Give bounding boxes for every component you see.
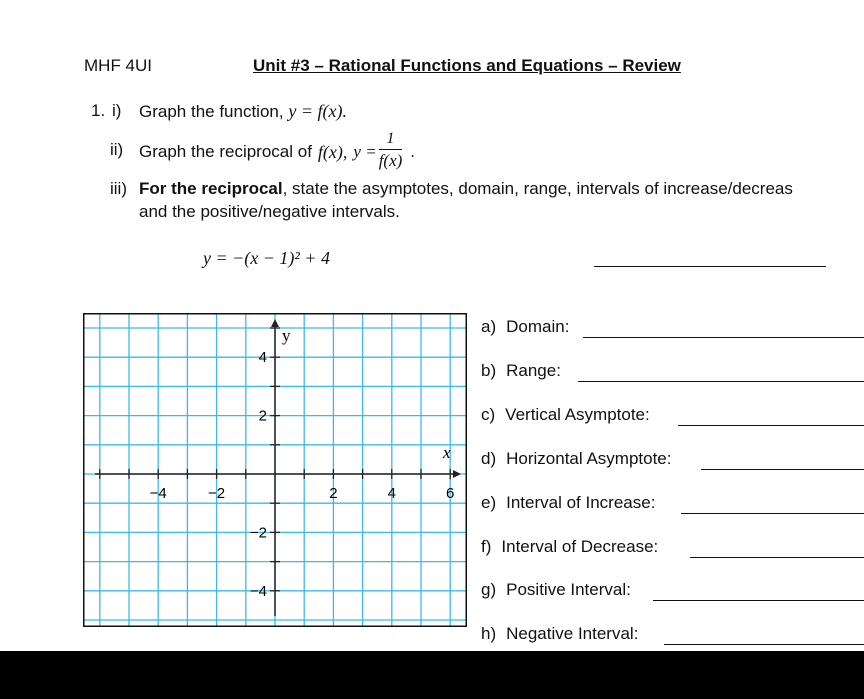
answer-label: d) bbox=[481, 449, 497, 468]
part-iii-line1 bbox=[139, 179, 793, 199]
answer-row bbox=[481, 493, 655, 513]
answer-label: h) bbox=[481, 624, 497, 643]
answer-prompt: Interval of Decrease: bbox=[501, 537, 659, 556]
answer-row bbox=[481, 580, 631, 600]
y-tick-label: −4 bbox=[249, 582, 267, 600]
y-tick-label: −2 bbox=[249, 524, 267, 542]
axes bbox=[95, 319, 461, 616]
answer-blank-line[interactable] bbox=[653, 600, 864, 601]
x-tick-label: −4 bbox=[149, 485, 167, 502]
part-i-label: i) bbox=[112, 101, 122, 120]
answer-label: c) bbox=[481, 405, 496, 424]
part-iii-text: , state the asymptotes, domain, range, intervals of increase/decreas bbox=[282, 179, 793, 198]
part-ii-math-f: f(x), bbox=[317, 141, 348, 162]
answer-row bbox=[481, 405, 650, 425]
answer-prompt: Interval of Increase: bbox=[506, 493, 656, 512]
answer-label: g) bbox=[481, 580, 497, 599]
answer-label: b) bbox=[481, 361, 497, 380]
answer-blank-line[interactable] bbox=[664, 644, 864, 645]
part-ii-label: ii) bbox=[110, 140, 124, 159]
answer-row bbox=[481, 361, 561, 381]
answer-label: f) bbox=[481, 537, 492, 556]
answer-prompt: Negative Interval: bbox=[506, 624, 639, 643]
question-number: 1. bbox=[91, 101, 106, 120]
answer-blank-line[interactable] bbox=[681, 513, 864, 514]
answer-prompt: Range: bbox=[506, 361, 561, 380]
answer-prompt: Domain: bbox=[506, 317, 570, 336]
bottom-black-bar bbox=[0, 651, 864, 699]
part-ii-instruction: Graph the reciprocal of bbox=[139, 142, 312, 161]
answer-row bbox=[481, 317, 569, 337]
answer-label: a) bbox=[481, 317, 497, 336]
y-axis-label: y bbox=[282, 326, 291, 345]
function-equation: y = −(x − 1)² + 4 bbox=[203, 248, 330, 268]
answer-row bbox=[481, 449, 671, 469]
x-axis-arrow bbox=[453, 470, 461, 478]
answer-prompt: Horizontal Asymptote: bbox=[506, 449, 672, 468]
part-i-math: y = f(x). bbox=[288, 101, 347, 121]
part-ii-text bbox=[139, 127, 415, 177]
answer-row bbox=[481, 537, 658, 557]
coordinate-grid bbox=[83, 313, 467, 627]
x-tick-label: 4 bbox=[387, 485, 396, 502]
y-axis-arrow bbox=[271, 319, 279, 327]
function-answer-line[interactable] bbox=[594, 266, 826, 267]
y-tick-label: 4 bbox=[258, 349, 267, 367]
part-i-text bbox=[139, 101, 347, 122]
part-iii-bold: For the reciprocal bbox=[139, 179, 283, 198]
page-title: Unit #3 – Rational Functions and Equations – Review bbox=[253, 56, 681, 75]
x-tick-label: 6 bbox=[446, 485, 455, 502]
part-ii-math-y: y = bbox=[353, 142, 377, 161]
answer-blank-line[interactable] bbox=[701, 469, 864, 470]
part-iii-line2: and the positive/negative intervals. bbox=[139, 202, 400, 221]
answer-blank-line[interactable] bbox=[583, 337, 864, 338]
answer-prompt: Vertical Asymptote: bbox=[505, 405, 650, 424]
answer-blank-line[interactable] bbox=[578, 381, 864, 382]
x-tick-label: 2 bbox=[329, 485, 338, 502]
x-tick-label: −2 bbox=[208, 485, 226, 502]
course-code: MHF 4UI bbox=[84, 56, 152, 75]
answer-prompt: Positive Interval: bbox=[506, 580, 631, 599]
fraction-numerator: 1 bbox=[379, 129, 403, 150]
answer-blank-line[interactable] bbox=[690, 557, 864, 558]
y-tick-label: 2 bbox=[258, 407, 267, 425]
x-axis-label: x bbox=[443, 443, 451, 462]
answer-label: e) bbox=[481, 493, 497, 512]
part-ii-period: . bbox=[410, 142, 416, 161]
part-i-instruction: Graph the function, bbox=[139, 102, 284, 121]
reciprocal-fraction bbox=[379, 129, 403, 172]
answer-row bbox=[481, 624, 638, 644]
answer-blank-line[interactable] bbox=[678, 425, 864, 426]
fraction-denominator: f(x) bbox=[378, 150, 403, 170]
part-iii-label: iii) bbox=[110, 179, 127, 198]
